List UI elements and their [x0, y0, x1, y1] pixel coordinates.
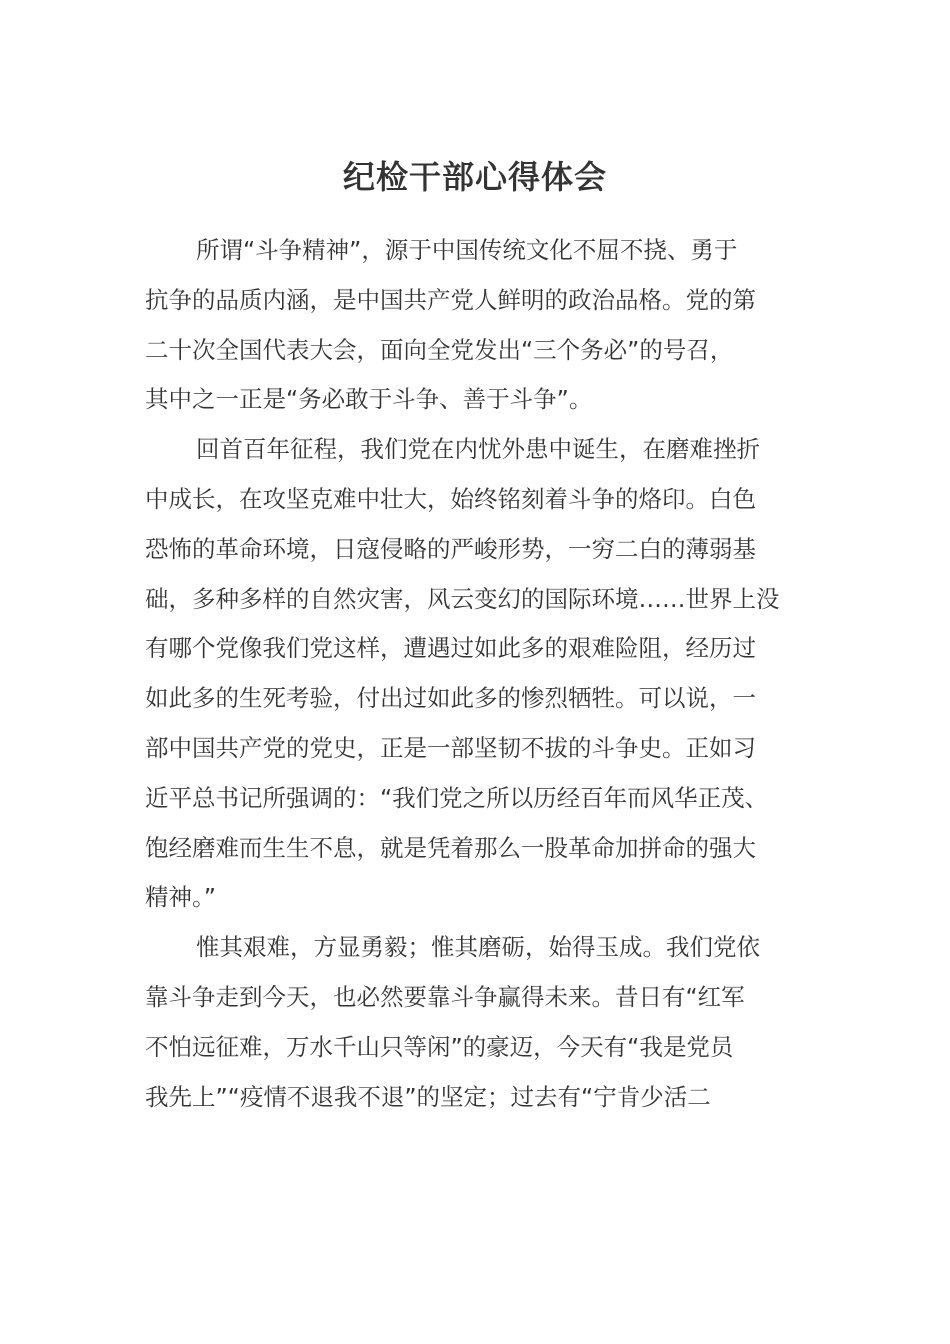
text-line: 础，多种多样的自然灾害，风云变幻的国际环境……世界上没	[145, 584, 780, 613]
document-title: 纪检干部心得体会	[342, 158, 607, 196]
text-line: 饱经磨难而生生不息，就是凭着那么一股革命加拼命的强大	[145, 833, 756, 862]
text-line: 回首百年征程，我们党在内忧外患中诞生，在磨难挫折	[196, 435, 760, 464]
text-line: 近平总书记所强调的：“我们党之所以历经百年而风华正茂、	[145, 783, 769, 812]
paragraph-2	[145, 425, 810, 923]
text-line: 惟其艰难，方显勇毅；惟其磨砺，始得玉成。我们党依	[196, 933, 760, 962]
text-line: 部中国共产党的党史，正是一部坚韧不拔的斗争史。正如习	[145, 733, 756, 762]
text-line: 有哪个党像我们党这样，遭遇过如此多的艰难险阻，经历过	[145, 634, 756, 663]
text-line: 靠斗争走到今天，也必然要靠斗争赢得未来。昔日有“红军	[145, 982, 745, 1011]
text-line: 如此多的生死考验，付出过如此多的惨烈牺牲。可以说，一	[145, 684, 756, 713]
text-line: 所谓“斗争精神”，源于中国传统文化不屈不挠、勇于	[196, 236, 738, 264]
text-line: 我先上”“疫情不退我不退”的坚定；过去有“宁肯少活二	[145, 1082, 711, 1111]
text-line: 二十次全国代表大会，面向全党发出“三个务必”的号召，	[145, 335, 734, 364]
text-line: 不怕远征难，万水千山只等闲”的豪迈，今天有“我是党员	[145, 1032, 734, 1061]
text-line: 精神。”	[145, 883, 216, 912]
text-line: 恐怖的革命环境，日寇侵略的严峻形势，一穷二白的薄弱基	[145, 534, 756, 563]
document-body	[145, 226, 810, 1122]
text-line: 抗争的品质内涵，是中国共产党人鲜明的政治品格。党的第	[145, 285, 756, 314]
paragraph-1	[145, 226, 810, 425]
text-line: 中成长，在攻坚克难中壮大，始终铭刻着斗争的烙印。白色	[145, 484, 756, 513]
paragraph-3	[145, 923, 810, 1122]
text-line: 其中之一正是“务必敢于斗争、善于斗争”。	[145, 385, 593, 414]
